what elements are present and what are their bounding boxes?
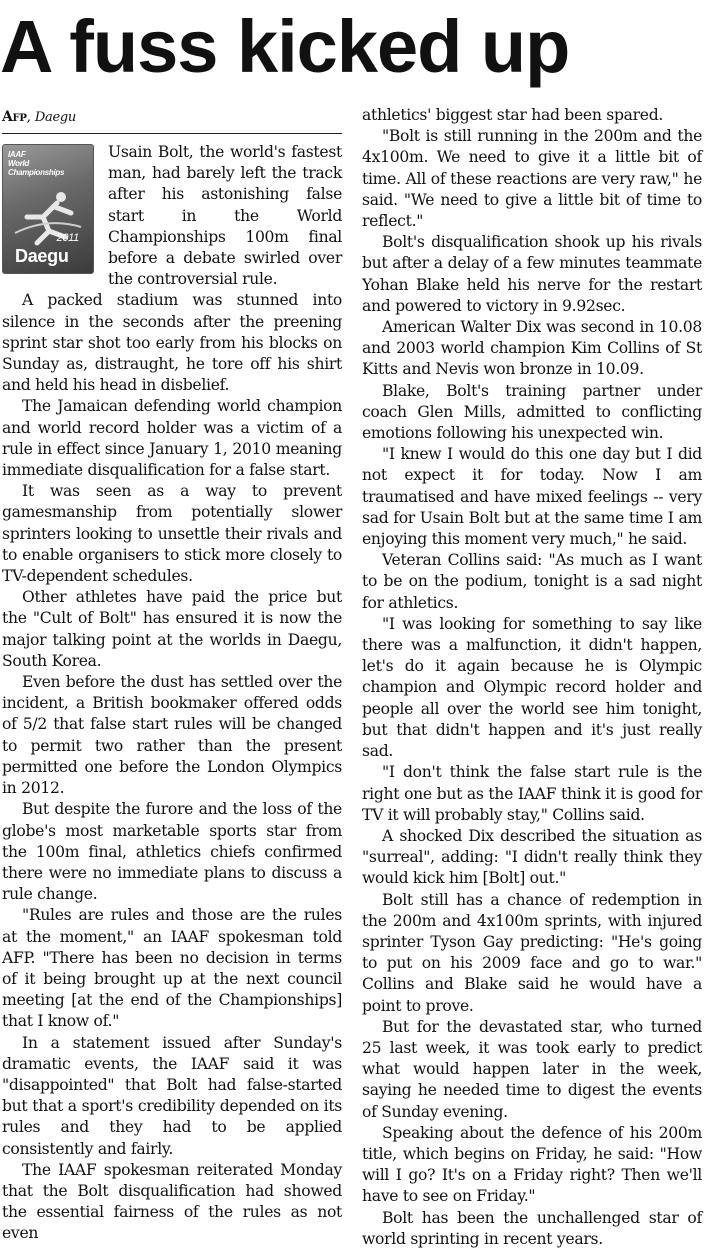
paragraph: Even before the dust has settled over the incident, a British bookmaker offered odds of 5/2 that false start rules will be changed to permit two rather than the present permitted one before the London Olympics in 2012. bbox=[2, 673, 342, 798]
article-column-left bbox=[2, 104, 342, 1245]
paragraph: The Jamaican defending world champion and world record holder was a victim of a rule in effect since January 1, 2010 meaning immediate disqualification for a false start. bbox=[2, 397, 342, 480]
paragraph: It was seen as a way to prevent gamesmanship from potentially slower sprinters looking to unsettle their rivals and to enable organisers to stick more closely to TV-dependent schedules. bbox=[2, 482, 342, 586]
paragraph: Veteran Collins said: "As much as I want to be on the podium, tonight is a sad night for athletics. bbox=[362, 551, 702, 612]
paragraph: Blake, Bolt's training partner under coach Glen Mills, admitted to conflicting emotions following his unexpected win. bbox=[362, 381, 702, 443]
paragraph: Bolt's disqualification shook up his rivals but after a delay of a few minutes teammate Yohan Blake held his nerve for the restart and powered to victory in 9.92sec. bbox=[362, 233, 702, 315]
byline-city: Daegu bbox=[34, 110, 76, 125]
headline: A fuss kicked up bbox=[0, 5, 570, 88]
paragraph: Bolt still has a chance of redemption in the 200m and 4x100m sprints, with injured sprinter Tyson Gay predicting: "He's going to put on his 2009 face and go to war." Collins and Blake said he would have a point to prove. bbox=[362, 890, 702, 1015]
paragraph-continued: athletics' biggest star had been spared. bbox=[362, 106, 664, 124]
byline: Afp, Daegu bbox=[2, 104, 342, 134]
logo-year: 2011 bbox=[56, 231, 79, 244]
paragraph: A shocked Dix described the situation as "surreal", adding: "I didn't really think they would kick him [Bolt] out." bbox=[362, 826, 702, 888]
paragraph: Other athletes have paid the price but the "Cult of Bolt" has ensured it is now the major talking point at the worlds in Daegu, South Korea. bbox=[2, 588, 342, 670]
championship-logo bbox=[2, 144, 94, 274]
paragraph: American Walter Dix was second in 10.08 and 2003 world champion Kim Collins of St Kitts and Nevis won bronze in 10.09. bbox=[362, 318, 702, 379]
paragraph: "I don't think the false start rule is the right one but as the IAAF think it is good for TV it will probably stay," Collins said. bbox=[362, 763, 702, 824]
paragraph: But despite the furore and the loss of the globe's most marketable sports star from the 100m final, athletics chiefs confirmed there were no immediate plans to discuss a rule change. bbox=[2, 800, 342, 904]
paragraph: "I was looking for something to say like there was a malfunction, it didn't happen, let's do it again because he is Olympic champion and Olympic record holder and people all over the world see him tonight, but that didn't happen and it's just really sad. bbox=[362, 614, 702, 761]
logo-event-line2: Championships bbox=[8, 168, 65, 177]
logo-org: IAAF bbox=[8, 150, 26, 159]
logo-city: Daegu bbox=[15, 245, 69, 266]
paragraph: A packed stadium was stunned into silence in the seconds after the preening sprint star shot too early from his blocks on Sunday as, distraught, he tore off his shirt and held his head in disbelief. bbox=[2, 291, 342, 395]
logo-event-line1: World bbox=[8, 159, 30, 168]
article-column-right bbox=[362, 105, 702, 1250]
paragraph: Bolt has been the unchallenged star of world sprinting in recent years. bbox=[362, 1208, 702, 1248]
paragraph: "Rules are rules and those are the rules at the moment," an IAAF spokesman told AFP. "There has been no decision in terms of it being brought up at the next council meeting [at the end of the Championships] that I know of." bbox=[2, 906, 342, 1031]
paragraph: "I knew I would do this one day but I did not expect it for today. Now I am traumatised and have mixed feelings -- very sad for Usain Bolt but at the same time I am enjoying this moment very much," he said. bbox=[362, 445, 702, 549]
paragraph: The IAAF spokesman reiterated Monday that the Bolt disqualification had showed the essential fairness of the rules as not even bbox=[2, 1160, 342, 1243]
byline-agency: Afp bbox=[2, 109, 27, 125]
paragraph: "Bolt is still running in the 200m and the 4x100m. We need to give it a little bit of time. All of these reactions are very raw," he said. "We need to give a little bit of time to reflect." bbox=[362, 127, 702, 231]
paragraph: In a statement issued after Sunday's dramatic events, the IAAF said it was "disappointed" that Bolt had false-started but that a sport's credibility depended on its rules and they had to be applied consistently and fairly. bbox=[2, 1033, 342, 1158]
paragraph: Usain Bolt, the world's fastest man, had barely left the track after his astonishing false start in the World Championships 100m final before a debate swirled over the controversial rule. bbox=[108, 143, 342, 289]
paragraph: But for the devastated star, who turned 25 last week, it was took early to predict what would happen later in the week, saying he needed time to digest the events of Sunday evening. bbox=[362, 1017, 702, 1121]
paragraph: Speaking about the defence of his 200m title, which begins on Friday, he said: "How will I go? It's on a Friday right? Then we'll have to see on Friday." bbox=[362, 1123, 702, 1206]
